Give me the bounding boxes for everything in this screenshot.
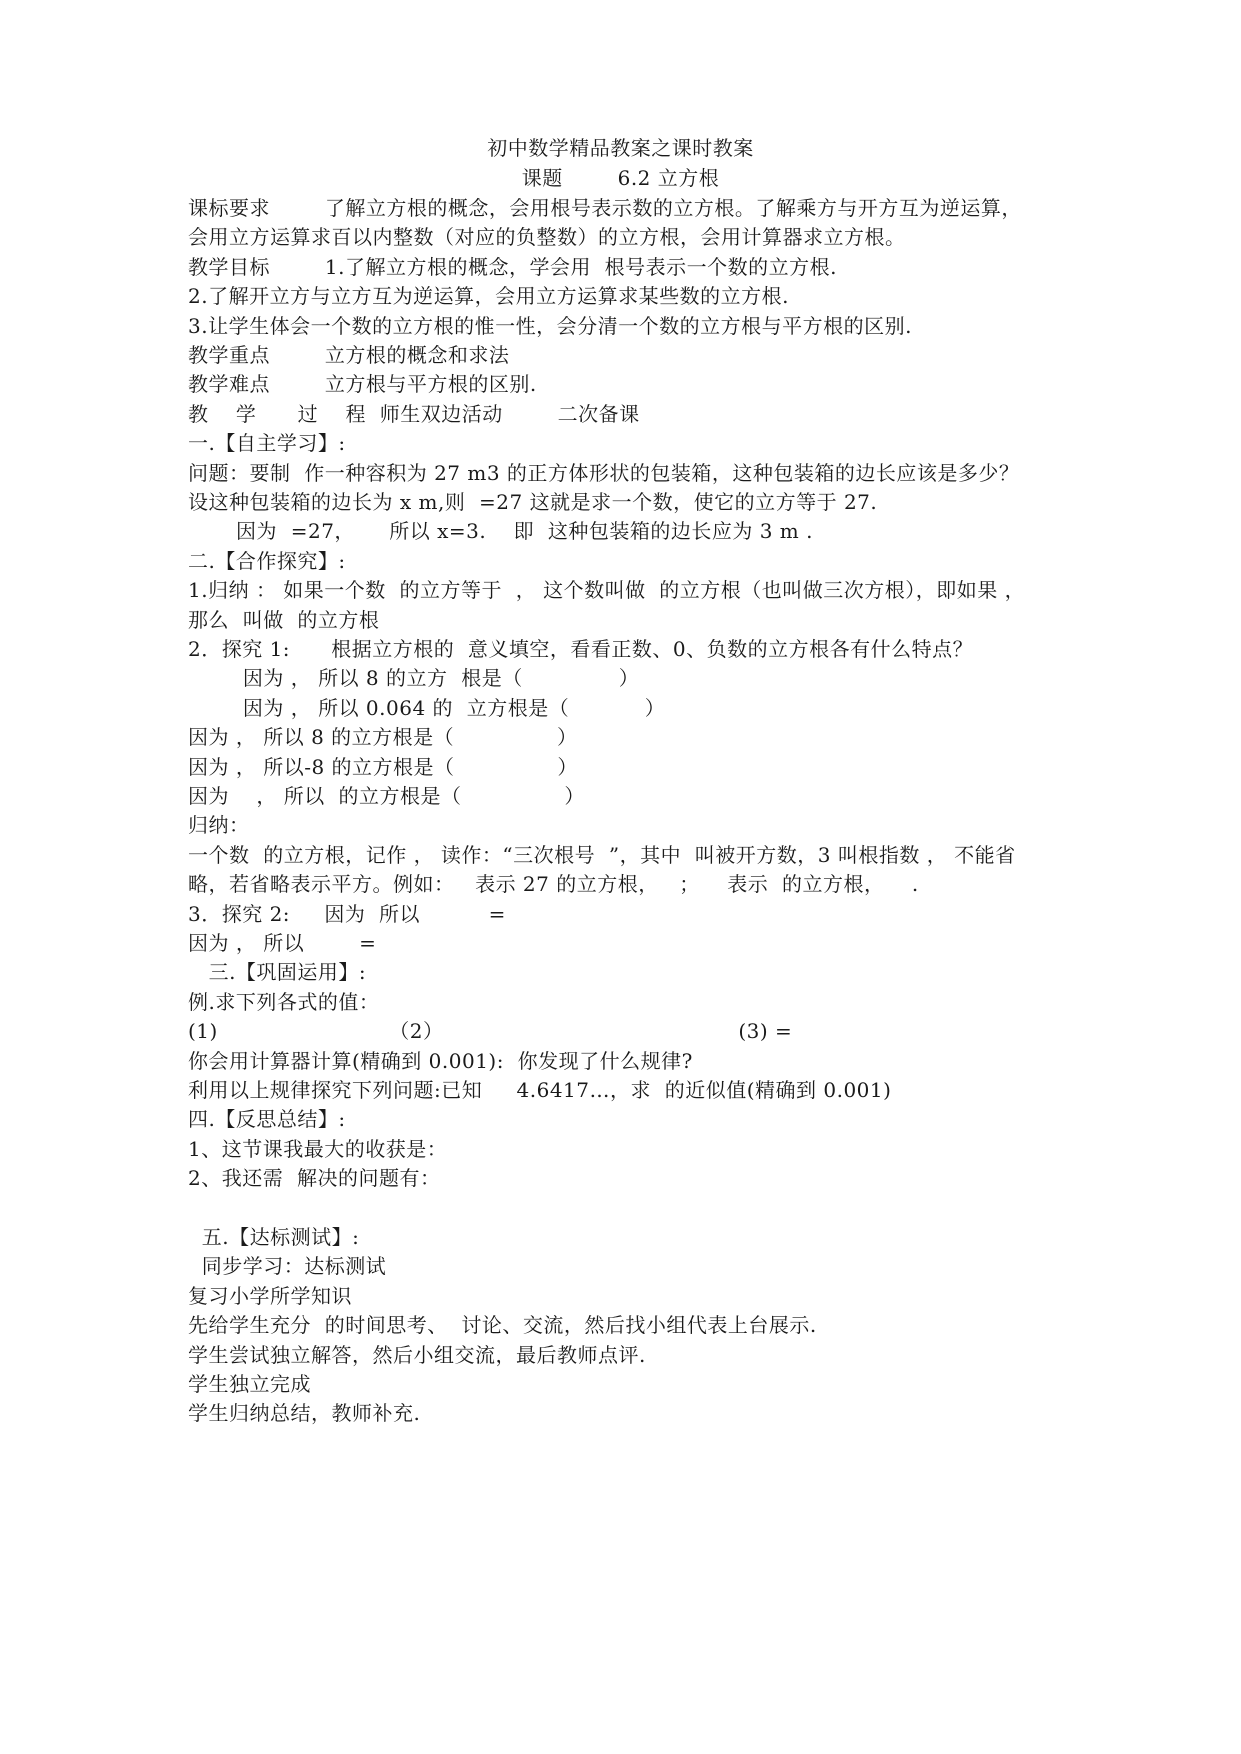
text-line: 先给学生充分 的时间思考、 讨论、交流，然后找小组代表上台展示. — [188, 1313, 817, 1337]
text-line: 复习小学所学知识 — [188, 1284, 352, 1308]
text-line: 三.【巩固运用】: — [188, 960, 367, 984]
text-line: 1.归纳 ： 如果一个数 的立方等于 ， 这个数叫做 的立方根（也叫做三次方根），即如果 ， — [188, 578, 1026, 602]
text-line: 同步学习：达标测试 — [188, 1254, 387, 1278]
text-line: 你会用计算器计算(精确到 0.001): 你发现了什么规律? — [188, 1049, 693, 1073]
text-line: 问题：要制 作一种容积为 27 m3 的正方体形状的包装箱，这种包装箱的边长应该是多少？ — [188, 461, 1020, 485]
text-line: 教 学 过 程 师生双边活动 二次备课 — [188, 402, 640, 426]
text-line: 教学难点 立方根与平方根的区别. — [188, 372, 537, 396]
text-line: 学生尝试独立解答，然后小组交流，最后教师点评. — [188, 1343, 646, 1367]
text-line: 3.让学生体会一个数的立方根的惟一性，会分清一个数的立方根与平方根的区别. — [188, 314, 912, 338]
text-line: 因为 =27， 所以 x=3. 即 这种包装箱的边长应为 3 m . — [188, 519, 813, 543]
text-line: 一个数 的立方根，记作 ， 读作：“三次根号 ”，其中 叫被开方数，3 叫根指数 ， 不能省 — [188, 843, 1016, 867]
text-line: (1) （2） (3) = — [188, 1019, 793, 1043]
text-line: 五.【达标测试】: — [188, 1225, 360, 1249]
text-line: 会用立方运算求百以内整数（对应的负整数）的立方根，会用计算器求立方根。 — [188, 225, 906, 249]
text-line: 因为 ， 所以 0.064 的 立方根是（ ） — [188, 696, 666, 720]
text-line: 学生归纳总结，教师补充. — [188, 1401, 421, 1425]
text-line: 设这种包装箱的边长为 x m,则 =27 这就是求一个数，使它的立方等于 27. — [188, 490, 878, 514]
text-line: 二.【合作探究】: — [188, 549, 346, 573]
text-line: 略，若省略表示平方。例如： 表示 27 的立方根， ； 表示 的立方根， . — [188, 872, 919, 896]
text-line: 2．探究 1: 根据立方根的 意义填空，看看正数、0、负数的立方根各有什么特点？ — [188, 637, 974, 661]
text-line: 利用以上规律探究下列问题:已知 4.6417…，求 的近似值(精确到 0.001) — [188, 1078, 892, 1102]
text-line: 四.【反思总结】: — [188, 1107, 346, 1131]
text-line: 例.求下列各式的值： — [188, 990, 380, 1014]
text-line: 因为 ， 所以 8 的立方 根是（ ） — [188, 666, 640, 690]
lesson-subject: 课题 6.2 立方根 — [521, 166, 720, 190]
page-title: 初中数学精品教案之课时教案 — [487, 136, 754, 160]
text-line — [188, 1192, 1241, 1224]
text-line: 因为 ， 所以 8 的立方根是（ ） — [188, 725, 578, 749]
text-line: 教学重点 立方根的概念和求法 — [188, 343, 510, 367]
text-line: 因为 ， 所以-8 的立方根是（ ） — [188, 755, 578, 779]
text-line: 2.了解开立方与立方互为逆运算，会用立方运算求某些数的立方根. — [188, 284, 789, 308]
text-line: 学生独立完成 — [188, 1372, 311, 1396]
text-line: 因为 ， 所以 = — [188, 931, 377, 955]
text-line: 3．探究 2: 因为 所以 = — [188, 902, 506, 926]
text-line: 2、我还需 解决的问题有： — [188, 1166, 441, 1190]
text-line: 一.【自主学习】: — [188, 431, 346, 455]
text-line: 那么 叫做 的立方根 — [188, 608, 380, 632]
text-line: 课标要求 了解立方根的概念，会用根号表示数的立方根。了解乘方与开方互为逆运算， — [188, 196, 1022, 220]
text-line: 因为 ， 所以 的立方根是（ ） — [188, 784, 585, 808]
text-line: 教学目标 1.了解立方根的概念，学会用 根号表示一个数的立方根. — [188, 255, 838, 279]
text-line: 归纳： — [188, 813, 250, 837]
text-line: 1、这节课我最大的收获是： — [188, 1137, 448, 1161]
